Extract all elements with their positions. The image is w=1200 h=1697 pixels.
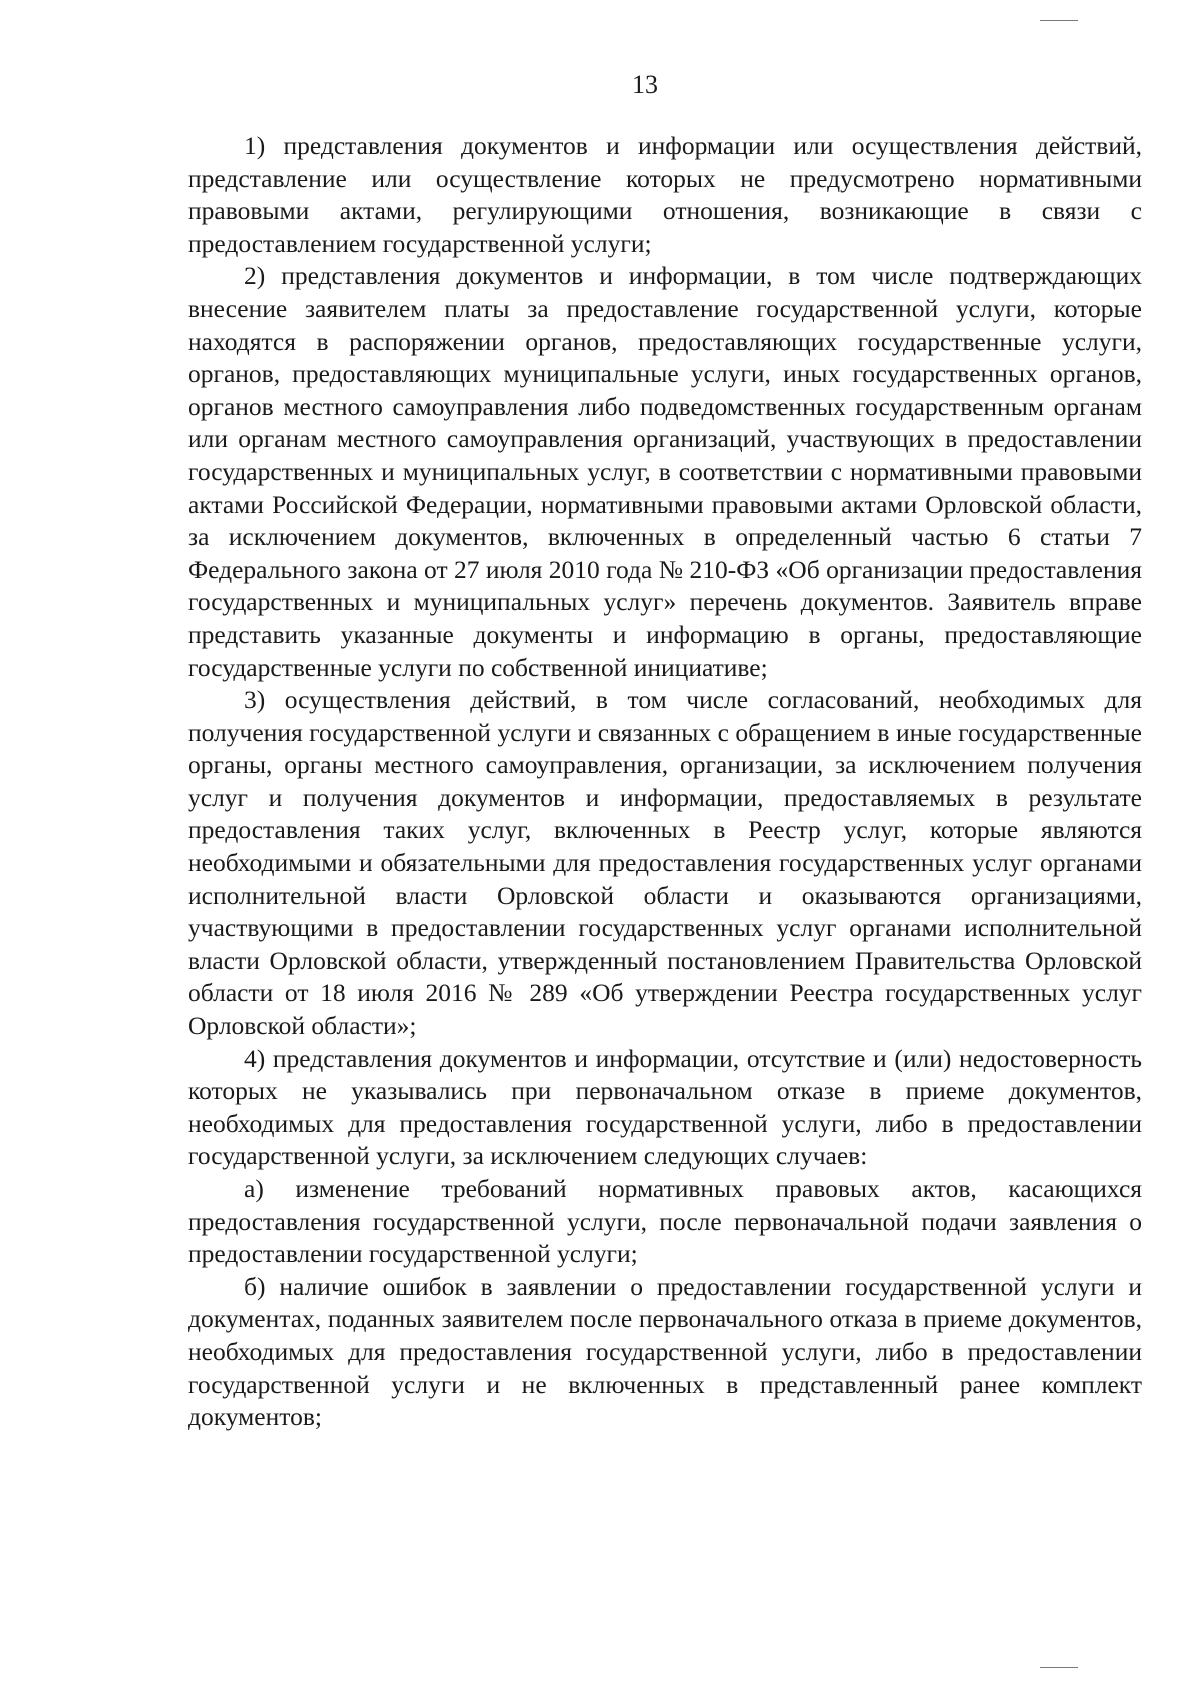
paragraph-subitem-a: а) изменение требований нормативных правовых актов, касающихся предоставления государственной услуги, после первоначальной подачи заявления о предоставлении государственной услуги; (188, 1174, 1142, 1269)
paragraph-item-2: 2) представления документов и информации, в том числе подтверждающих внесение заявителем платы за предоставление государственной услуги, которые находятся в распоряжении органов, предоставляющих государственные услуги, органов, предоставляющих муниципальные услуги, иных государственных органов, органов местного самоуправления либо подведомственных государственным органам или органам местного самоуправления организаций, участвующих в предоставлении государственных и муниципальных услуг, в соответствии с нормативными правовыми актами Российской Федерации, нормативными правовыми актами Орловской области, за исключением документов, включенных в определенный частью 6 статьи 7 Федерального закона от 27 июля 2010 года № 210-ФЗ «Об организации предоставления государственных и муниципальных услуг» перечень документов. Заявитель вправе представить указанные документы и информацию в органы, предоставляющие государственные услуги по собственной инициативе; (188, 261, 1142, 682)
scan-artifact-line (1040, 20, 1078, 21)
page-number: 13 (632, 70, 658, 99)
paragraph-item-4: 4) представления документов и информации, отсутствие и (или) недостоверность которых не указывались при первоначальном отказе в приеме документов, необходимых для предоставления государственной услуги, либо в предоставлении государственной услуги, за исключением следующих случаев: (188, 1043, 1142, 1171)
document-body (188, 130, 1142, 1434)
paragraph-item-1: 1) представления документов и информации или осуществления действий, представление или осуществление которых не предусмотрено нормативными правовыми актами, регулирующими отношения, возникающие в связи с предоставлением государственной услуги; (188, 131, 1142, 258)
paragraph-item-3: 3) осуществления действий, в том числе согласований, необходимых для получения государственной услуги и связанных с обращением в иные государственные органы, органы местного самоуправления, организации, за исключением получения услуг и получения документов и информации, предоставляемых в результате предоставления таких услуг, включенных в Реестр услуг, которые являются необходимыми и обязательными для предоставления государственных услуг органами исполнительной власти Орловской области и оказываются организациями, участвующими в предоставлении государственных услуг органами исполнительной власти Орловской области, утвержденный постановлением Правительства Орловской области от 18 июля 2016 № 289 «Об утверждении Реестра государственных услуг Орловской области»; (188, 685, 1142, 1041)
scan-artifact-line (1040, 1667, 1078, 1668)
paragraph-subitem-b: б) наличие ошибок в заявлении о предоставлении государственной услуги и документах, поданных заявителем после первоначального отказа в приеме документов, необходимых для предоставления государственной услуги, либо в предоставлении государственной услуги и не включенных в представленный ранее комплект документов; (188, 1271, 1142, 1432)
